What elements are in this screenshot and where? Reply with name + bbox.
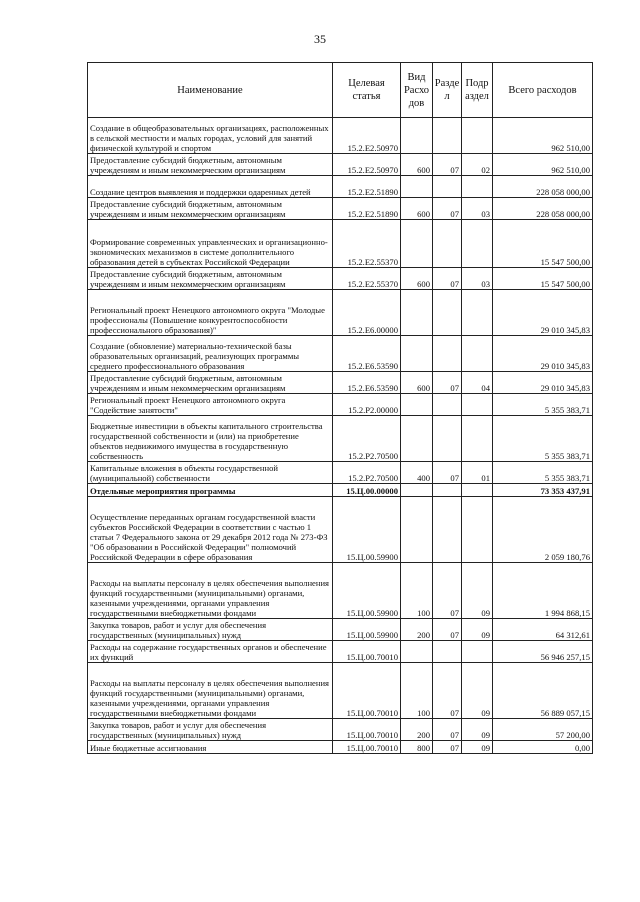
row-target-item-cell: 15.2.Е2.51890: [333, 198, 401, 220]
row-total-cell: 228 058 000,00: [493, 176, 593, 198]
row-name-cell: Региональный проект Ненецкого автономного округа "Молодые профессионалы (Повышение конкурентоспособности профессионального образования)": [88, 290, 333, 336]
row-total-cell: 0,00: [493, 741, 593, 754]
table-row: [88, 563, 593, 619]
table-row: [88, 641, 593, 663]
row-subsection-cell: [462, 497, 493, 563]
row-total-cell: 962 510,00: [493, 118, 593, 154]
row-section-cell: [433, 118, 462, 154]
row-subsection-cell: 09: [462, 741, 493, 754]
header-target-item: Целевая статья: [333, 63, 401, 118]
row-target-item-cell: 15.2.Е2.55370: [333, 220, 401, 268]
row-target-item-cell: 15.2.Е2.55370: [333, 268, 401, 290]
row-name-cell: Бюджетные инвестиции в объекты капитального строительства государственной собственности и (или) на приобретение объектов недвижимого имущества в государственную собственность: [88, 416, 333, 462]
table-row: [88, 198, 593, 220]
row-target-item-cell: 15.2.Е2.50970: [333, 118, 401, 154]
row-total-cell: 57 200,00: [493, 719, 593, 741]
row-name-cell: Закупка товаров, работ и услуг для обеспечения государственных (муниципальных) нужд: [88, 719, 333, 741]
row-subsection-cell: 09: [462, 719, 493, 741]
budget-table: [87, 62, 593, 754]
row-section-cell: 07: [433, 619, 462, 641]
row-name-cell: Иные бюджетные ассигнования: [88, 741, 333, 754]
row-target-item-cell: 15.2.Р2.00000: [333, 394, 401, 416]
row-total-cell: 73 353 437,91: [493, 484, 593, 497]
row-name-cell: Расходы на содержание государственных органов и обеспечение их функций: [88, 641, 333, 663]
row-total-cell: 56 946 257,15: [493, 641, 593, 663]
row-name-cell: Создание в общеобразовательных организациях, расположенных в сельской местности и малых городах, условий для занятий физической культурой и спортом: [88, 118, 333, 154]
row-subsection-cell: 03: [462, 198, 493, 220]
row-name-cell: Предоставление субсидий бюджетным, автономным учреждениям и иным некоммерческим организациям: [88, 198, 333, 220]
row-target-item-cell: 15.Ц.00.70010: [333, 641, 401, 663]
row-expense-kind-cell: 600: [401, 268, 433, 290]
row-total-cell: 5 355 383,71: [493, 462, 593, 484]
row-expense-kind-cell: [401, 220, 433, 268]
row-subsection-cell: 02: [462, 154, 493, 176]
row-total-cell: 5 355 383,71: [493, 394, 593, 416]
row-name-cell: Осуществление переданных органам государственной власти субъектов Российской Федерации в соответствии с частью 1 статьи 7 Федерального закона от 29 декабря 2012 года № 273-ФЗ "Об образовании в Российской Федерации" полномочий Российской Федерации в сфере образования: [88, 497, 333, 563]
row-name-cell: Создание центров выявления и поддержки одаренных детей: [88, 176, 333, 198]
row-subsection-cell: 09: [462, 563, 493, 619]
table-row: [88, 394, 593, 416]
row-section-cell: [433, 497, 462, 563]
row-expense-kind-cell: [401, 176, 433, 198]
table-header-row: [88, 63, 593, 118]
row-target-item-cell: 15.2.Е6.53590: [333, 372, 401, 394]
table-body: [88, 118, 593, 754]
row-target-item-cell: 15.Ц.00.70010: [333, 663, 401, 719]
row-section-cell: 07: [433, 663, 462, 719]
row-expense-kind-cell: 200: [401, 719, 433, 741]
row-expense-kind-cell: [401, 118, 433, 154]
row-expense-kind-cell: 600: [401, 372, 433, 394]
row-section-cell: [433, 484, 462, 497]
row-section-cell: [433, 220, 462, 268]
row-total-cell: 2 059 180,76: [493, 497, 593, 563]
table-row: [88, 118, 593, 154]
table-row: [88, 290, 593, 336]
header-expense-kind: Вид Расхо дов: [401, 63, 433, 118]
row-section-cell: 07: [433, 563, 462, 619]
row-total-cell: 5 355 383,71: [493, 416, 593, 462]
row-expense-kind-cell: [401, 497, 433, 563]
row-section-cell: [433, 416, 462, 462]
row-subsection-cell: [462, 220, 493, 268]
row-expense-kind-cell: [401, 290, 433, 336]
row-expense-kind-cell: 600: [401, 154, 433, 176]
table-row: [88, 268, 593, 290]
row-target-item-cell: 15.Ц.00.00000: [333, 484, 401, 497]
page-number: 35: [314, 32, 326, 46]
row-total-cell: 962 510,00: [493, 154, 593, 176]
row-total-cell: 56 889 057,15: [493, 663, 593, 719]
header-name: Наименование: [88, 63, 333, 118]
row-name-cell: Создание (обновление) материально-технической базы образовательных организаций, реализующих программы среднего профессионального образования: [88, 336, 333, 372]
header-section: Разде л: [433, 63, 462, 118]
row-total-cell: 15 547 500,00: [493, 220, 593, 268]
row-subsection-cell: [462, 118, 493, 154]
table-row: [88, 497, 593, 563]
table-row: [88, 619, 593, 641]
row-expense-kind-cell: 100: [401, 563, 433, 619]
table-row: [88, 484, 593, 497]
row-name-cell: Предоставление субсидий бюджетным, автономным учреждениям и иным некоммерческим организациям: [88, 154, 333, 176]
table-row: [88, 416, 593, 462]
row-section-cell: [433, 336, 462, 372]
row-expense-kind-cell: 400: [401, 462, 433, 484]
row-target-item-cell: 15.2.Е6.00000: [333, 290, 401, 336]
row-subsection-cell: 09: [462, 663, 493, 719]
row-target-item-cell: 15.2.Е2.50970: [333, 154, 401, 176]
row-subsection-cell: [462, 336, 493, 372]
table-row: [88, 663, 593, 719]
row-total-cell: 228 058 000,00: [493, 198, 593, 220]
row-target-item-cell: 15.2.Р2.70500: [333, 416, 401, 462]
row-section-cell: 07: [433, 372, 462, 394]
row-total-cell: 29 010 345,83: [493, 372, 593, 394]
row-total-cell: 29 010 345,83: [493, 290, 593, 336]
row-section-cell: 07: [433, 154, 462, 176]
row-subsection-cell: 09: [462, 619, 493, 641]
row-name-cell: Предоставление субсидий бюджетным, автономным учреждениям и иным некоммерческим организациям: [88, 372, 333, 394]
row-section-cell: [433, 394, 462, 416]
row-name-cell: Закупка товаров, работ и услуг для обеспечения государственных (муниципальных) нужд: [88, 619, 333, 641]
row-name-cell: Региональный проект Ненецкого автономного округа "Содействие занятости": [88, 394, 333, 416]
row-section-cell: 07: [433, 741, 462, 754]
row-section-cell: 07: [433, 719, 462, 741]
row-section-cell: [433, 641, 462, 663]
table-row: [88, 336, 593, 372]
row-name-cell: Расходы на выплаты персоналу в целях обеспечения выполнения функций государственными (муниципальными) органами, казенными учреждениями, органами управления государственными внебюджетными фондами: [88, 563, 333, 619]
table-row: [88, 462, 593, 484]
row-name-cell: Отдельные мероприятия программы: [88, 484, 333, 497]
row-name-cell: Формирование современных управленческих и организационно-экономических механизмов в системе дополнительного образования детей в субъектах Российской Федерации: [88, 220, 333, 268]
row-total-cell: 1 994 868,15: [493, 563, 593, 619]
row-target-item-cell: 15.Ц.00.70010: [333, 741, 401, 754]
row-subsection-cell: [462, 176, 493, 198]
row-subsection-cell: 04: [462, 372, 493, 394]
header-subsection: Подр аздел: [462, 63, 493, 118]
row-target-item-cell: 15.Ц.00.59900: [333, 563, 401, 619]
row-target-item-cell: 15.2.Р2.70500: [333, 462, 401, 484]
row-total-cell: 15 547 500,00: [493, 268, 593, 290]
row-subsection-cell: 01: [462, 462, 493, 484]
row-target-item-cell: 15.2.Е6.53590: [333, 336, 401, 372]
row-target-item-cell: 15.Ц.00.70010: [333, 719, 401, 741]
row-section-cell: [433, 176, 462, 198]
row-target-item-cell: 15.2.Е2.51890: [333, 176, 401, 198]
row-target-item-cell: 15.Ц.00.59900: [333, 497, 401, 563]
row-subsection-cell: [462, 641, 493, 663]
row-expense-kind-cell: [401, 641, 433, 663]
row-expense-kind-cell: [401, 394, 433, 416]
row-subsection-cell: 03: [462, 268, 493, 290]
row-expense-kind-cell: [401, 336, 433, 372]
row-name-cell: Предоставление субсидий бюджетным, автономным учреждениям и иным некоммерческим организациям: [88, 268, 333, 290]
row-section-cell: 07: [433, 462, 462, 484]
row-expense-kind-cell: [401, 416, 433, 462]
row-name-cell: Расходы на выплаты персоналу в целях обеспечения выполнения функций государственными (муниципальными) органами, казенными учреждениями, органами управления государственными внебюджетными фондами: [88, 663, 333, 719]
row-expense-kind-cell: 800: [401, 741, 433, 754]
row-subsection-cell: [462, 484, 493, 497]
table-row: [88, 220, 593, 268]
table-row: [88, 741, 593, 754]
table-row: [88, 719, 593, 741]
row-expense-kind-cell: 600: [401, 198, 433, 220]
row-total-cell: 64 312,61: [493, 619, 593, 641]
table-row: [88, 176, 593, 198]
row-expense-kind-cell: 200: [401, 619, 433, 641]
row-expense-kind-cell: 100: [401, 663, 433, 719]
row-subsection-cell: [462, 290, 493, 336]
row-name-cell: Капитальные вложения в объекты государственной (муниципальной) собственности: [88, 462, 333, 484]
row-section-cell: [433, 290, 462, 336]
row-section-cell: 07: [433, 268, 462, 290]
table-row: [88, 372, 593, 394]
row-section-cell: 07: [433, 198, 462, 220]
table-row: [88, 154, 593, 176]
row-target-item-cell: 15.Ц.00.59900: [333, 619, 401, 641]
row-expense-kind-cell: [401, 484, 433, 497]
row-total-cell: 29 010 345,83: [493, 336, 593, 372]
header-total: Всего расходов: [493, 63, 593, 118]
row-subsection-cell: [462, 416, 493, 462]
row-subsection-cell: [462, 394, 493, 416]
